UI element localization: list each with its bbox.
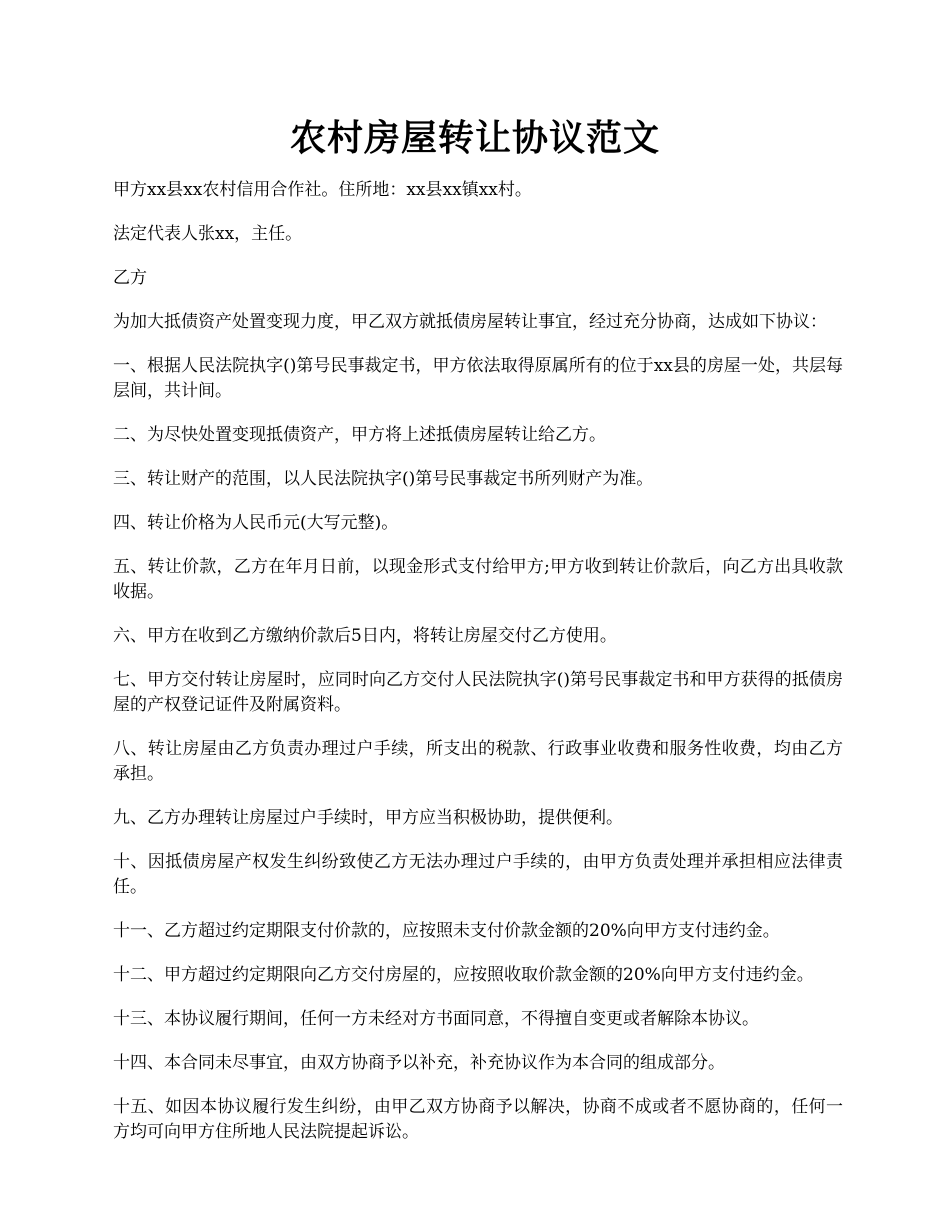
paragraph-party-b: 乙方 <box>113 268 147 288</box>
paragraph-party-a: 甲方xx县xx农村信用合作社。住所地：xx县xx镇xx村。 <box>113 180 532 200</box>
clause-7: 七、甲方交付转让房屋时，应同时向乙方交付人民法院执字()第号民事裁定书和甲方获得的抵债房屋的产权登记证件及附属资料。 <box>113 670 843 715</box>
clause-8: 八、转让房屋由乙方负责办理过户手续，所支出的税款、行政事业收费和服务性收费，均由乙方承担。 <box>113 739 843 784</box>
document-title: 农村房屋转让协议范文 <box>289 117 660 159</box>
clause-2: 二、为尽快处置变现抵债资产，甲方将上述抵债房屋转让给乙方。 <box>113 425 606 445</box>
clause-10: 十、因抵债房屋产权发生纠纷致使乙方无法办理过户手续的，由甲方负责处理并承担相应法律责任。 <box>113 852 843 897</box>
clause-6: 六、甲方在收到乙方缴纳价款后5日内，将转让房屋交付乙方使用。 <box>113 626 617 646</box>
clause-1: 一、根据人民法院执字()第号民事裁定书，甲方依法取得原属所有的位于xx县的房屋一处，共层每层间，共计间。 <box>113 356 844 401</box>
clause-12: 十二、甲方超过约定期限向乙方交付房屋的，应按照收取价款金额的20%向甲方支付违约金。 <box>113 965 814 985</box>
clause-5: 五、转让价款，乙方在年月日前，以现金形式支付给甲方;甲方收到转让价款后，向乙方出具收款收据。 <box>113 557 843 602</box>
clause-11: 十一、乙方超过约定期限支付价款的，应按照未支付价款金额的20%向甲方支付违约金。 <box>113 921 780 941</box>
paragraph-legal-representative: 法定代表人张xx，主任。 <box>113 224 303 244</box>
clause-3: 三、转让财产的范围，以人民法院执字()第号民事裁定书所列财产为准。 <box>113 469 654 489</box>
clause-4: 四、转让价格为人民币元(大写元整)。 <box>113 513 399 533</box>
clause-13: 十三、本协议履行期间，任何一方未经对方书面同意，不得擅自变更或者解除本协议。 <box>113 1009 759 1029</box>
clause-15: 十五、如因本协议履行发生纠纷，由甲乙双方协商予以解决，协商不成或者不愿协商的，任何一方均可向甲方住所地人民法院提起诉讼。 <box>113 1097 843 1142</box>
clause-14: 十四、本合同未尽事宜，由双方协商予以补充，补充协议作为本合同的组成部分。 <box>113 1053 725 1073</box>
paragraph-preamble: 为加大抵债资产处置变现力度，甲乙双方就抵债房屋转让事宜，经过充分协商，达成如下协议： <box>113 312 827 332</box>
document-body <box>113 178 843 1164</box>
clause-9: 九、乙方办理转让房屋过户手续时，甲方应当积极协助，提供便利。 <box>113 808 623 828</box>
